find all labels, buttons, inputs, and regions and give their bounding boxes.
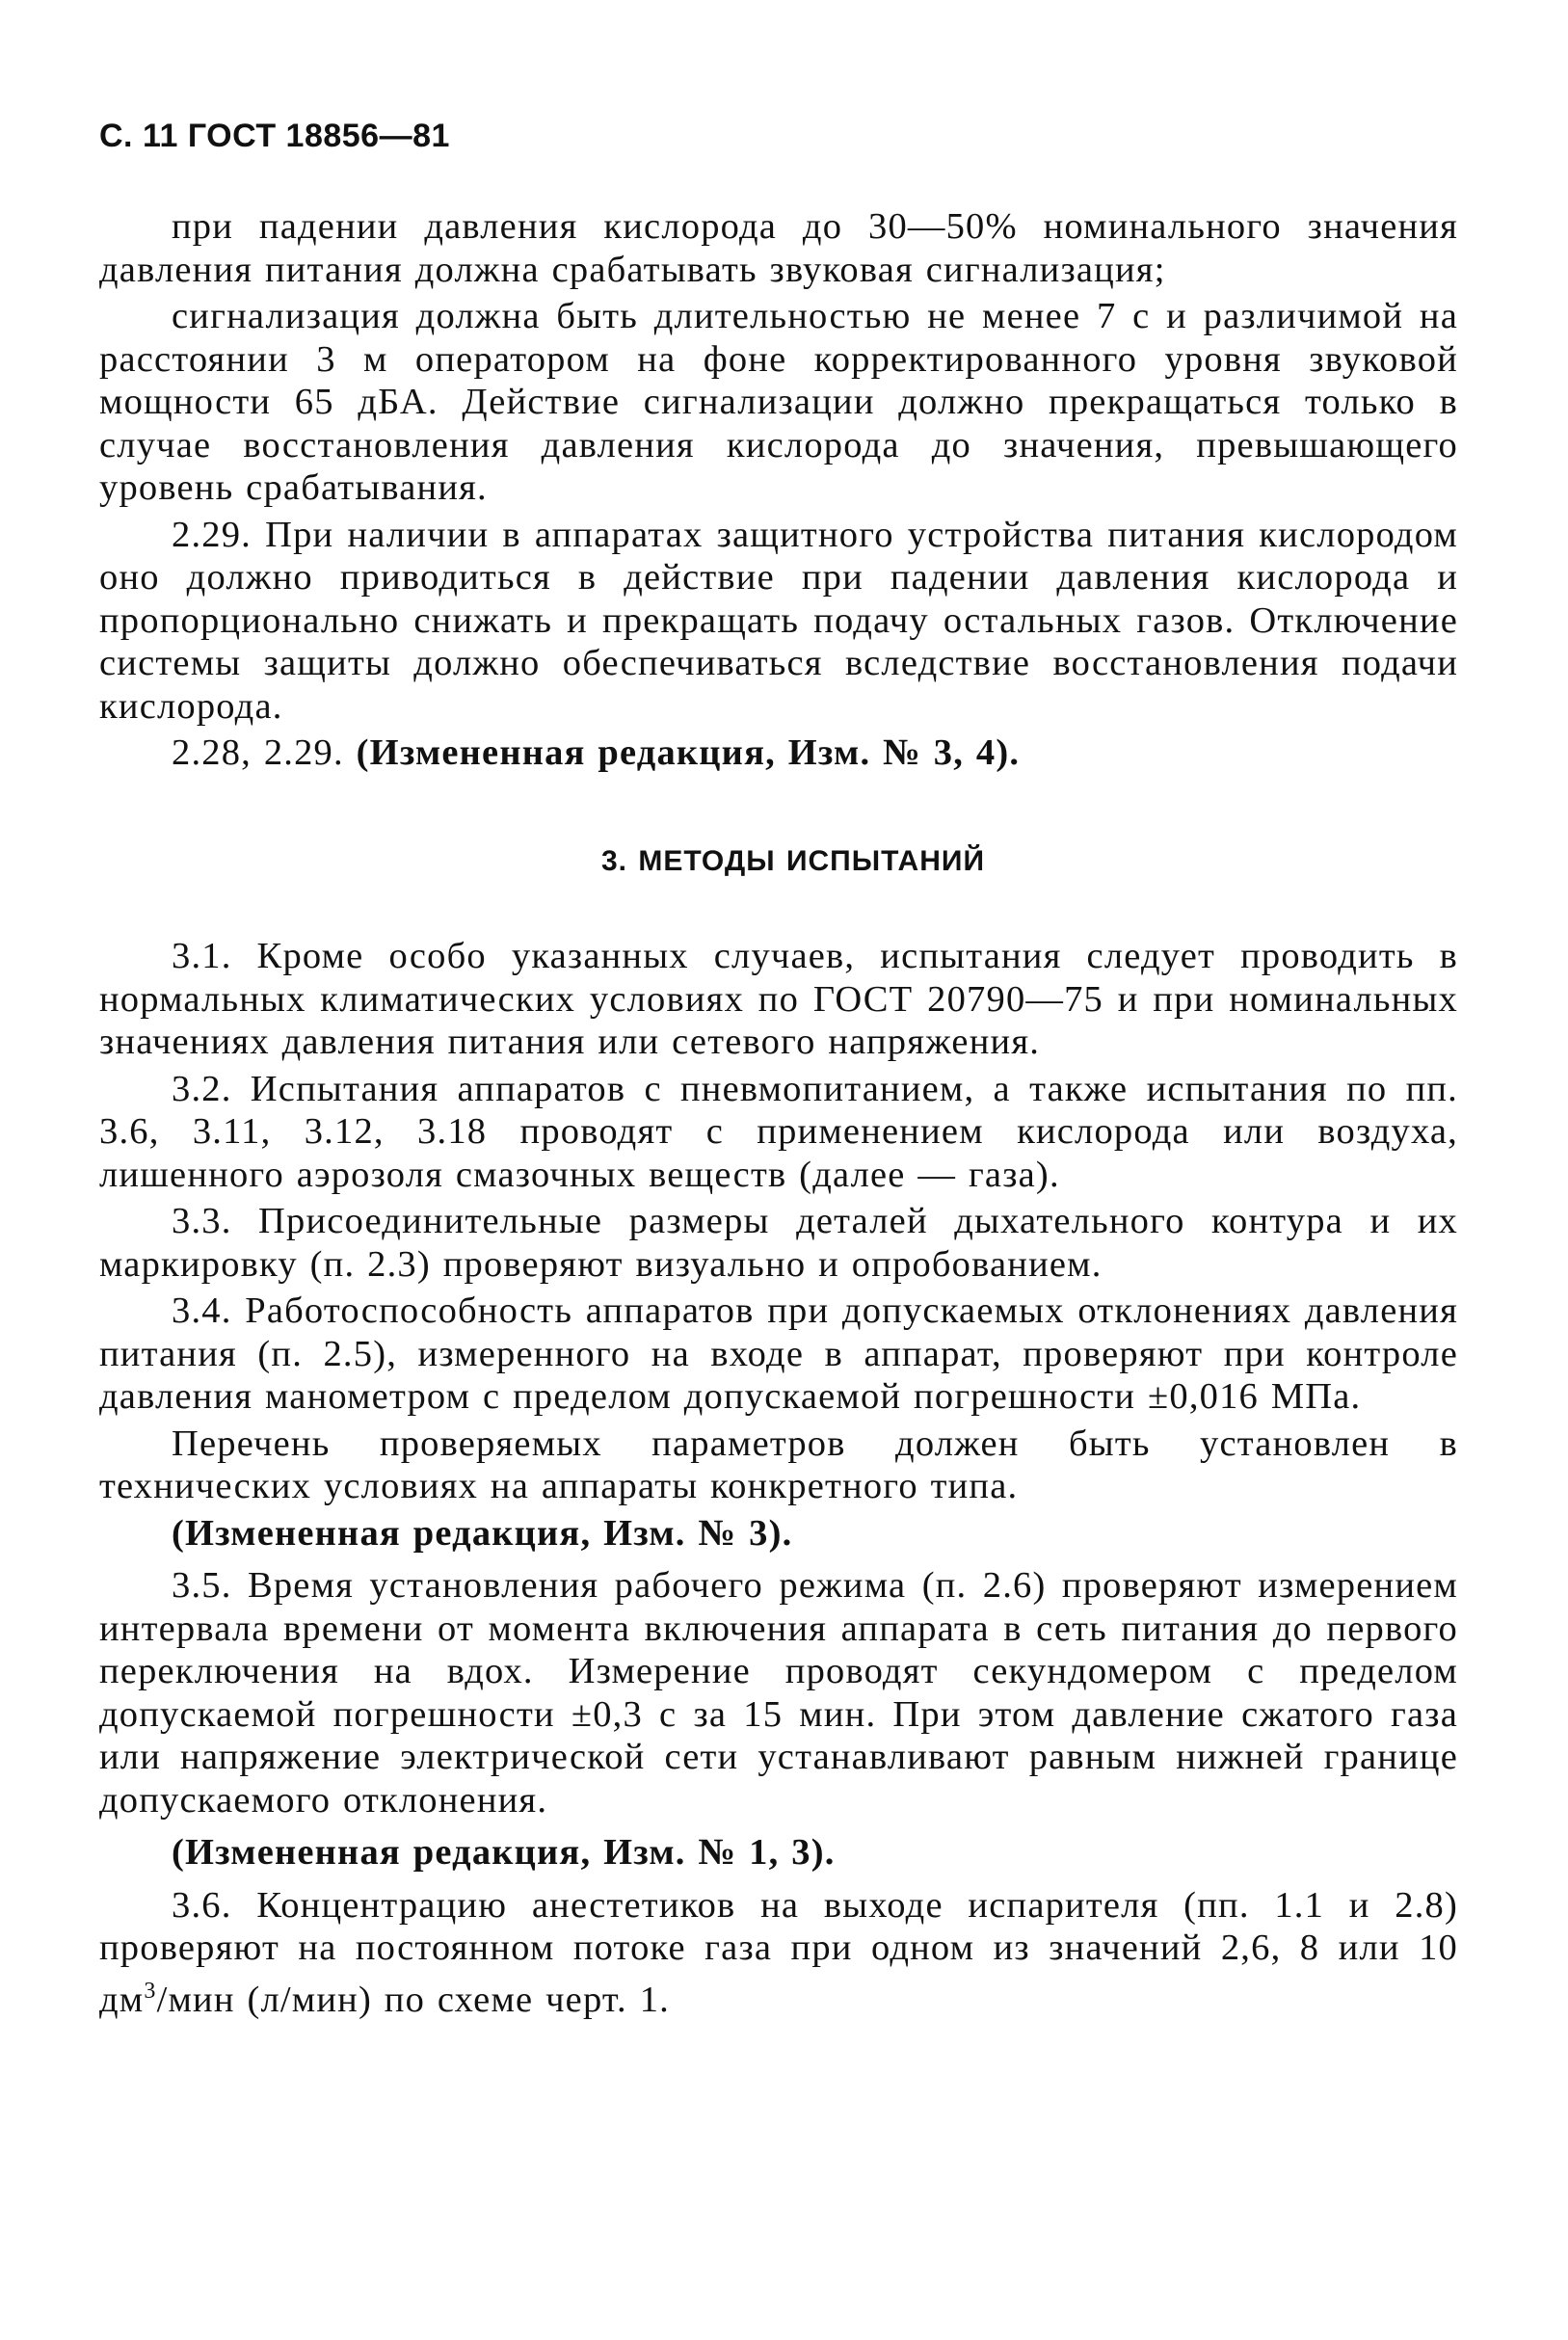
amendment-note: (Измененная редакция, Изм. № 1, 3). [172, 1832, 836, 1873]
document-body [99, 205, 1458, 2025]
page-header: С. 11 ГОСТ 18856—81 [99, 118, 450, 154]
superscript: 3 [144, 1978, 157, 2004]
paragraph-3-2: 3.2. Испытания аппаратов с пневмопитанием, а также испытания по пп. 3.6, 3.11, 3.12, 3.18 проводят с применением кислорода или воздуха, лишенного аэрозоля смазочных веществ (далее — газа). [99, 1068, 1458, 1195]
paragraph: сигнализация должна быть длительностью не менее 7 с и различимой на расстоянии 3 м оператором на фоне корректированного уровня звуковой мощности 65 дБА. Действие сигнализации должно прекращаться только в случае восстановления давления кислорода до значения, превышающего уровень срабатывания. [99, 296, 1458, 508]
section-title: 3. МЕТОДЫ ИСПЫТАНИЙ [601, 844, 985, 877]
paragraph-3-6 [99, 1884, 1458, 2021]
paragraph: Перечень проверяемых параметров должен быть установлен в технических условиях на аппараты конкретного типа. [99, 1423, 1458, 1506]
paragraph-3-1: 3.1. Кроме особо указанных случаев, испытания следует проводить в нормальных климатических условиях по ГОСТ 20790—75 и при номинальных значениях давления питания или сетевого напряжения. [99, 936, 1458, 1062]
paragraph: при падении давления кислорода до 30—50% номинального значения давления питания должна срабатывать звуковая сигнализация; [99, 206, 1458, 290]
amendment-note-2-28 [99, 731, 1458, 775]
amendment-label: (Измененная редакция, Изм. № 3, 4). [356, 732, 1021, 773]
paragraph-2-29: 2.29. При наличии в аппаратах защитного устройства питания кислородом оно должно приводиться в действие при падении давления кислорода и пропорционально снижать и прекращать подачу остальных газов. Отключение системы защиты должно обеспечиваться вследствие восстановления подачи кислорода. [99, 514, 1458, 727]
amendment-ref: 2.28, 2.29. [172, 732, 357, 773]
amendment-note: (Измененная редакция, Изм. № 3). [172, 1512, 793, 1554]
paragraph-3-6-text-end: /мин (л/мин) по схеме черт. 1. [156, 1979, 670, 2020]
paragraph-3-6-text: 3.6. Концентрацию анестетиков на выходе испарителя (пп. 1.1 и 2.8) проверяют на постоянном потоке газа при одном из значений 2,6, 8 или 10 дм [99, 1884, 1458, 2020]
paragraph-3-4: 3.4. Работоспособность аппаратов при допускаемых отклонениях давления питания (п. 2.5), измеренного на входе в аппарат, проверяют при контроле давления манометром с пределом допускаемой погрешности ±0,016 МПа. [99, 1290, 1458, 1417]
paragraph-3-3: 3.3. Присоединительные размеры деталей дыхательного контура и их маркировку (п. 2.3) проверяют визуально и опробованием. [99, 1201, 1458, 1285]
paragraph-3-5: 3.5. Время установления рабочего режима (п. 2.6) проверяют измерением интервала времени от момента включения аппарата в сеть питания до первого переключения на вдох. Измерение проводят секундомером с пределом допускаемой погрешности ±0,3 с за 15 мин. При этом давление сжатого газа или напряжение электрической сети устанавливают равным нижней границе допускаемого отклонения. [99, 1565, 1458, 1821]
